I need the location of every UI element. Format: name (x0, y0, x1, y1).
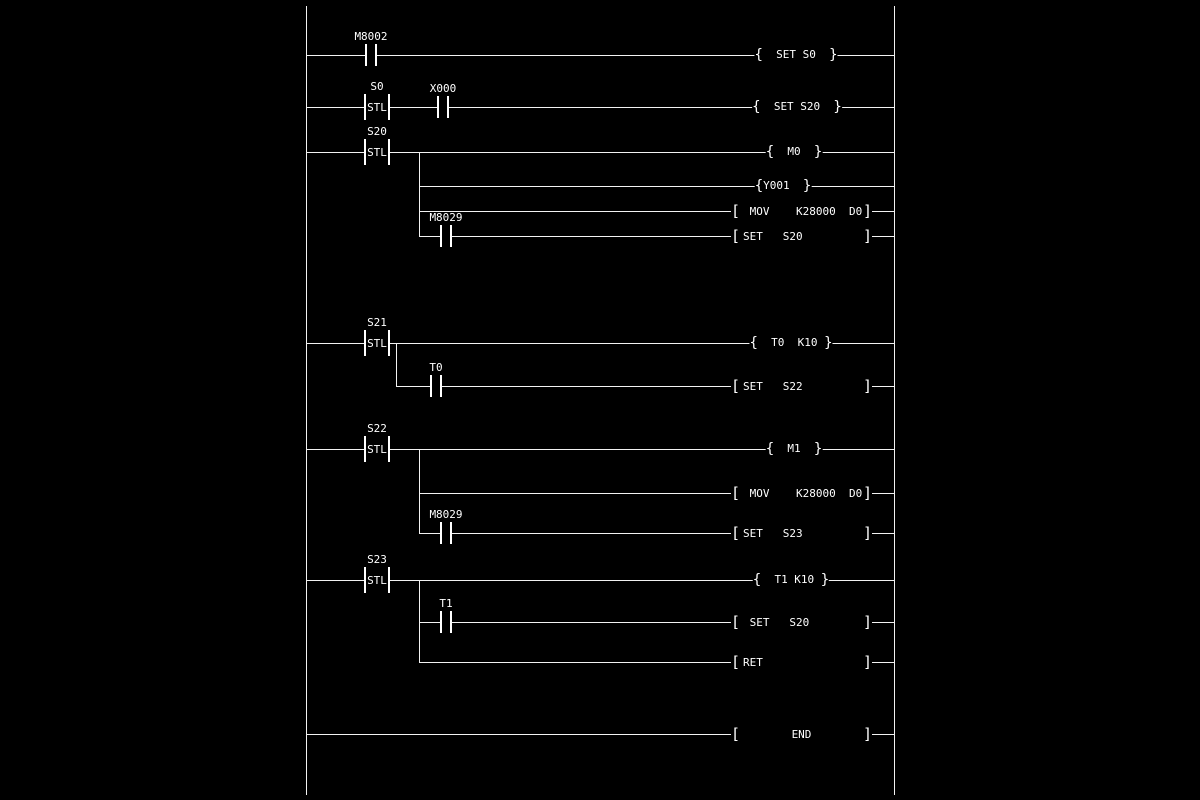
rung5-mov-wire (419, 493, 733, 494)
stl-contact-s21-text: STL (367, 336, 387, 350)
contact-t0[interactable] (430, 375, 442, 397)
contact-bar-left (365, 44, 367, 66)
instruction-close-bracket: ] (862, 612, 872, 631)
contact-bar-right (447, 96, 449, 118)
coil-open-bracket: { (754, 47, 763, 63)
coil-t1-k10-label: T1 K10 (761, 573, 821, 586)
instr-set-s22[interactable] (731, 377, 872, 395)
coil-m0-label: M0 (774, 145, 814, 158)
end-stub (870, 734, 894, 735)
coil-open-bracket: { (749, 335, 758, 351)
contact-t1[interactable] (440, 611, 452, 633)
instruction-open-bracket: [ (731, 652, 741, 671)
coil-open-bracket: { (752, 572, 762, 588)
instr-end-label: END (791, 727, 812, 741)
stl-contact-s20[interactable] (364, 139, 390, 165)
coil-close-bracket: } (813, 441, 823, 457)
instr-set-s23-label: SET S23 (743, 526, 803, 540)
stl-contact-s0[interactable] (364, 94, 390, 120)
instr-mov-1-label: MOV K28000 D0 (743, 204, 863, 218)
rung3-branch (419, 152, 420, 236)
contact-bar-right (440, 375, 442, 397)
coil-open-bracket: { (765, 144, 775, 160)
rung3-set-stub (870, 236, 894, 237)
rung5-branch (419, 449, 420, 533)
instruction-open-bracket: [ (731, 201, 741, 220)
contact-m8002[interactable] (365, 44, 377, 66)
instruction-close-bracket: ] (862, 483, 872, 502)
coil-m1[interactable] (766, 441, 823, 457)
instruction-close-bracket: ] (862, 201, 872, 220)
rung3-mov-stub (870, 211, 894, 212)
left-power-rail (306, 6, 307, 795)
coil-close-bracket: } (802, 178, 812, 194)
instruction-open-bracket: [ (731, 226, 741, 245)
instruction-close-bracket: ] (862, 376, 872, 395)
instruction-close-bracket: ] (862, 652, 872, 671)
contact-t0-label: T0 (429, 361, 443, 374)
instr-end[interactable] (731, 725, 872, 743)
rung4-t0-wire (396, 386, 733, 387)
instr-ret-label: RET (743, 655, 763, 669)
rung6-ret-wire (419, 662, 733, 663)
instruction-open-bracket: [ (731, 376, 741, 395)
contact-bar-left (440, 225, 442, 247)
instr-set-s23[interactable] (731, 524, 872, 542)
coil-open-bracket: { (752, 99, 761, 115)
stl-contact-s0-text: STL (367, 100, 387, 114)
rung6-branch (419, 580, 420, 662)
stl-contact-s22[interactable] (364, 436, 390, 462)
instr-mov-2-label: MOV K28000 D0 (743, 486, 863, 500)
contact-bar-right (375, 44, 377, 66)
rung6-ret-stub (870, 662, 894, 663)
rung3-m8029-wire (419, 236, 733, 237)
coil-m1-label: M1 (774, 442, 814, 455)
instruction-open-bracket: [ (731, 612, 741, 631)
right-power-rail (894, 6, 895, 795)
instruction-close-bracket: ] (862, 523, 872, 542)
instr-set-s22-label: SET S22 (743, 379, 803, 393)
rung5-m8029-wire (419, 533, 733, 534)
rung4-branch (396, 343, 397, 386)
contact-x000-label: X000 (429, 82, 457, 95)
rung6-set-stub (870, 622, 894, 623)
coil-t0-k10[interactable] (749, 335, 832, 351)
instruction-open-bracket: [ (731, 483, 741, 502)
instr-ret[interactable] (731, 653, 872, 671)
contact-bar-left (430, 375, 432, 397)
coil-t0-k10-label: T0 K10 (757, 336, 825, 349)
contact-bar-right (450, 225, 452, 247)
contact-bar-left (440, 611, 442, 633)
contact-t1-label: T1 (439, 597, 453, 610)
stl-contact-s21[interactable] (364, 330, 390, 356)
coil-close-bracket: } (824, 335, 833, 351)
contact-m8029-2[interactable] (440, 522, 452, 544)
coil-t1-k10[interactable] (753, 572, 829, 588)
stl-contact-s23-state-label: S23 (367, 553, 387, 566)
coil-open-bracket: { (765, 441, 775, 457)
stl-contact-s21-state-label: S21 (367, 316, 387, 329)
contact-m8029-1-label: M8029 (429, 211, 463, 224)
stl-contact-s22-state-label: S22 (367, 422, 387, 435)
coil-open-bracket: { (754, 178, 764, 194)
rung4-set-stub (870, 386, 894, 387)
instr-set-s20-b-label: SET S20 (743, 615, 810, 629)
rung6-t1-wire (419, 622, 733, 623)
coil-set-s20-label: SET S20 (760, 100, 834, 113)
instr-set-s20-a[interactable] (731, 227, 872, 245)
rung5-mov-stub (870, 493, 894, 494)
contact-m8002-label: M8002 (354, 30, 388, 43)
rung5-set-stub (870, 533, 894, 534)
coil-set-s0-label: SET S0 (762, 48, 830, 61)
contact-m8029-1[interactable] (440, 225, 452, 247)
coil-close-bracket: } (829, 47, 838, 63)
rung3-y001-wire (419, 186, 894, 187)
instruction-open-bracket: [ (731, 724, 741, 743)
stl-contact-s22-text: STL (367, 442, 387, 456)
contact-x000[interactable] (437, 96, 449, 118)
stl-contact-s20-text: STL (367, 145, 387, 159)
coil-y001[interactable] (755, 178, 812, 194)
instr-set-s20-b[interactable] (731, 613, 872, 631)
contact-bar-right (450, 522, 452, 544)
coil-set-s0[interactable] (754, 47, 837, 63)
coil-set-s20[interactable] (752, 99, 842, 115)
instruction-close-bracket: ] (862, 226, 872, 245)
instr-set-s20-a-label: SET S20 (743, 229, 803, 243)
stl-contact-s0-state-label: S0 (370, 80, 384, 93)
coil-close-bracket: } (813, 144, 823, 160)
instruction-open-bracket: [ (731, 523, 741, 542)
instr-mov-2[interactable] (731, 484, 872, 502)
rung3-mov-wire (419, 211, 733, 212)
end-wire (306, 734, 733, 735)
coil-close-bracket: } (820, 572, 830, 588)
contact-bar-right (450, 611, 452, 633)
coil-m0[interactable] (766, 144, 823, 160)
coil-close-bracket: } (833, 99, 842, 115)
instruction-close-bracket: ] (862, 724, 872, 743)
contact-bar-left (440, 522, 442, 544)
stl-contact-s23[interactable] (364, 567, 390, 593)
contact-bar-left (437, 96, 439, 118)
contact-m8029-2-label: M8029 (429, 508, 463, 521)
coil-y001-label: Y001 (763, 179, 803, 192)
stl-contact-s23-text: STL (367, 573, 387, 587)
instr-mov-1[interactable] (731, 202, 872, 220)
stl-contact-s20-state-label: S20 (367, 125, 387, 138)
